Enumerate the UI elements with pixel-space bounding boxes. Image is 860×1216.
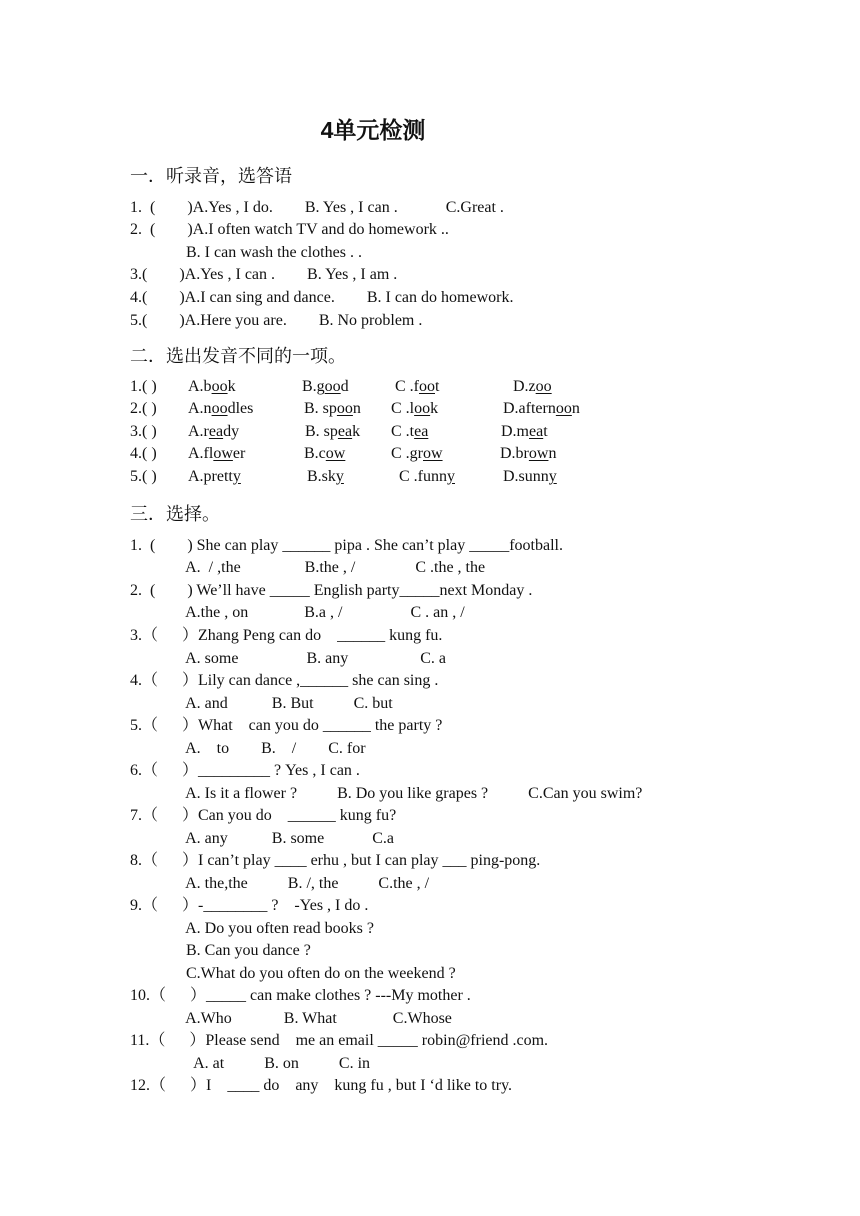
s2-option-b: B.cow bbox=[304, 445, 346, 462]
s2-option-b: B. spoon bbox=[304, 400, 361, 417]
s2-option-a: A.noodles bbox=[188, 400, 254, 417]
s2-option-c: C .foot bbox=[395, 378, 440, 395]
s3-line: 4.（ ）Lily can dance ,______ she can sing . bbox=[130, 672, 439, 689]
s3-line: 3.（ ）Zhang Peng can do ______ kung fu. bbox=[130, 627, 443, 644]
s3-line: A.Who B. What C.Whose bbox=[130, 1010, 452, 1027]
s2-row-number: 4.( ) bbox=[130, 445, 157, 462]
s2-option-d: D.sunny bbox=[503, 468, 557, 485]
s2-option-a: A.book bbox=[188, 378, 236, 395]
s2-option-a: A.ready bbox=[188, 423, 240, 440]
s2-row-number: 2.( ) bbox=[130, 400, 157, 417]
s3-line: 9.（ ）-________ ? -Yes , I do . bbox=[130, 897, 369, 914]
s2-option-c: C .tea bbox=[391, 423, 429, 440]
s1-line: B. I can wash the clothes . . bbox=[130, 244, 362, 261]
s3-line: A. and B. But C. but bbox=[130, 695, 393, 712]
section-2-heading: 二．选出发音不同的一项。 bbox=[130, 346, 346, 367]
s1-line: 5.( )A.Here you are. B. No problem . bbox=[130, 312, 423, 329]
s3-line: A. / ,the B.the , / C .the , the bbox=[130, 559, 486, 576]
s1-line: 4.( )A.I can sing and dance. B. I can do homework. bbox=[130, 289, 514, 306]
s2-option-d: D.zoo bbox=[513, 378, 552, 395]
s2-row-number: 5.( ) bbox=[130, 468, 157, 485]
s2-option-d: D.afternoon bbox=[503, 400, 580, 417]
s3-line: 8.（ ）I can’t play ____ erhu , but I can play ___ ping-pong. bbox=[130, 852, 541, 869]
s2-option-b: B.sky bbox=[307, 468, 344, 485]
s2-option-a: A.pretty bbox=[188, 468, 241, 485]
s3-line: A. at B. on C. in bbox=[130, 1055, 371, 1072]
s3-line: B. Can you dance ? bbox=[130, 942, 311, 959]
s3-line: A.the , on B.a , / C . an , / bbox=[130, 604, 465, 621]
s2-option-c: C .look bbox=[391, 400, 439, 417]
section-1-heading: 一．听录音，选答语 bbox=[130, 166, 292, 187]
s3-line: C.What do you often do on the weekend ? bbox=[130, 965, 456, 982]
s2-option-b: B.good bbox=[302, 378, 349, 395]
page-title: 4单元检测 bbox=[320, 117, 426, 143]
s2-option-a: A.flower bbox=[188, 445, 246, 462]
s2-row-number: 1.( ) bbox=[130, 378, 157, 395]
s1-line: 2. ( )A.I often watch TV and do homework .. bbox=[130, 221, 449, 238]
section-3-heading: 三．选择。 bbox=[130, 504, 220, 525]
s3-line: 5.（ ）What can you do ______ the party ? bbox=[130, 717, 443, 734]
s3-line: 6.（ ）_________ ? Yes , I can . bbox=[130, 762, 360, 779]
s3-line: A. any B. some C.a bbox=[130, 830, 394, 847]
s2-option-d: D.brown bbox=[500, 445, 557, 462]
s3-line: 10.（ ）_____ can make clothes ? ---My mother . bbox=[130, 987, 471, 1004]
s3-line: A. some B. any C. a bbox=[130, 650, 446, 667]
s2-row-number: 3.( ) bbox=[130, 423, 157, 440]
s3-line: A. Is it a flower ? B. Do you like grapes ? C.Can you swim? bbox=[130, 785, 643, 802]
s3-line: 2. ( ) We’ll have _____ English party_____next Monday . bbox=[130, 582, 533, 599]
s2-option-d: D.meat bbox=[501, 423, 548, 440]
s3-line: 11.（ ）Please send me an email _____ robin@friend .com. bbox=[130, 1032, 549, 1049]
s3-line: A. Do you often read books ? bbox=[130, 920, 374, 937]
s3-line: 1. ( ) She can play ______ pipa . She can’t play _____football. bbox=[130, 537, 563, 554]
s2-option-c: C .funny bbox=[399, 468, 455, 485]
s2-option-b: B. speak bbox=[305, 423, 361, 440]
s1-line: 3.( )A.Yes , I can . B. Yes , I am . bbox=[130, 266, 398, 283]
s3-line: A. to B. / C. for bbox=[130, 740, 366, 757]
s3-line: 7.（ ）Can you do ______ kung fu? bbox=[130, 807, 397, 824]
s1-line: 1. ( )A.Yes , I do. B. Yes , I can . C.Great . bbox=[130, 199, 504, 216]
s2-option-c: C .grow bbox=[391, 445, 443, 462]
s3-line: 12.（ ）I ____ do any kung fu , but I ‘d like to try. bbox=[130, 1077, 513, 1094]
s3-line: A. the,the B. /, the C.the , / bbox=[130, 875, 430, 892]
